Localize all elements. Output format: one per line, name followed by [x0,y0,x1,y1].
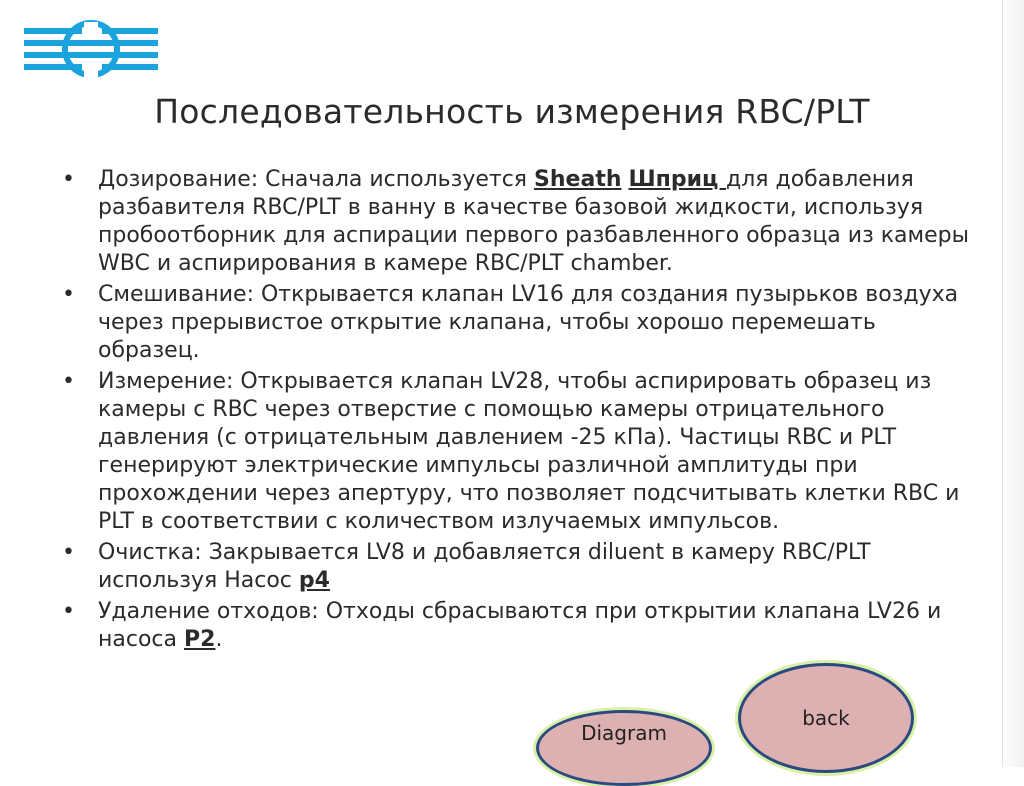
bullet-text: для добавления разбавителя RBC/PLT в ванну в качестве базовой жидкости, используя пробоотборник для аспирации первого разбавленного образца из камеры WBC и аспирирования в камере RBC/PLT chamber. [98,167,969,276]
bullet-text: Удаление отходов: Отходы сбрасываются при открытии клапана LV26 и насоса [98,599,942,652]
bullet-waste [62,598,982,654]
bullet-cleaning [62,539,982,595]
bullet-text: Измерение: Открывается клапан LV28, чтобы аспирировать образец из камеры с RBC через отверстие с помощью камеры отрицательного давления (с отрицательным давлением -25 кПа). Частицы RBC и PLT генерируют электрические импульсы различной амплитуды при прохождении через апертуру, что позволяет подсчитывать клетки RBC и PLT в соответствии с количеством излучаемых импульсов. [98,369,960,534]
bullet-dosing [62,166,982,278]
bullet-list [62,166,982,657]
bullet-text: Дозирование: Сначала используется [98,167,535,192]
slide-title: Последовательность измерения RBC/PLT [154,92,870,131]
sheath-link[interactable]: Sheath [534,167,622,192]
pump-p2-link[interactable]: P2 [184,627,216,652]
bullet-text: Смешивание: Открывается клапан LV16 для создания пузырьков воздуха через прерывистое открытие клапана, чтобы хорошо перемешать образец. [98,282,959,363]
diagram-button-label: Diagram [581,721,667,745]
pump-p4-link[interactable]: p4 [298,568,330,593]
back-button-label: back [802,706,850,730]
syringe-link[interactable]: Шприц [628,167,727,192]
diagram-button[interactable] [536,710,712,786]
bullet-text: Очистка: Закрывается LV8 и добавляется diluent в камеру RBC/PLT используя Насос [98,540,871,593]
bullet-mixing [62,281,982,365]
back-button[interactable] [738,663,914,773]
bullet-text [622,167,629,192]
bullet-text: . [215,627,223,652]
bullet-measurement [62,368,982,536]
company-logo-icon [24,18,158,82]
